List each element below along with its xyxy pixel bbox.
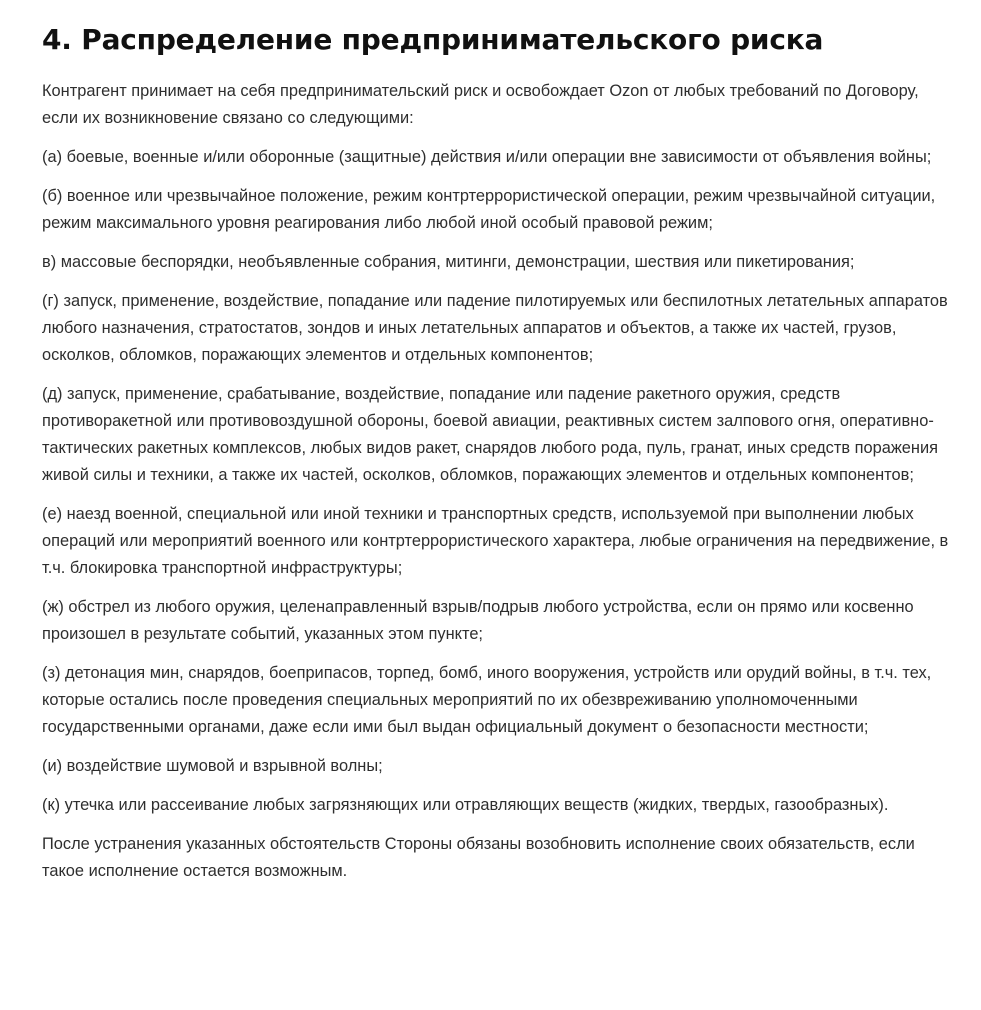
clause-g: (г) запуск, применение, воздействие, попадание или падение пилотируемых или беспилотных летательных аппаратов любого назначения, стратостатов, зондов и иных летательных аппаратов и объектов, а также их частей, грузов, осколков, обломков, поражающих элементов и отдельных компонентов; <box>42 292 948 364</box>
closing-paragraph: После устранения указанных обстоятельств Стороны обязаны возобновить исполнение своих обязательств, если такое исполнение остается возможным. <box>42 835 915 880</box>
section-title: 4. Распределение предпринимательского риска <box>42 23 824 56</box>
clause-k: (к) утечка или рассеивание любых загрязняющих или отравляющих веществ (жидких, твердых, газообразных). <box>42 796 889 814</box>
clause-a: (а) боевые, военные и/или оборонные (защитные) действия и/или операции вне зависимости от объявления войны; <box>42 148 932 166</box>
clause-v: в) массовые беспорядки, необъявленные собрания, митинги, демонстрации, шествия или пикетирования; <box>42 253 855 271</box>
clause-d: (д) запуск, применение, срабатывание, воздействие, попадание или падение ракетного оружия, средств противоракетной или противовоздушной обороны, боевой авиации, реактивных систем залпового огня, оперативно-тактических ракетных комплексов, любых видов ракет, снарядов любого рода, пуль, гранат, иных средств поражения живой силы и техники, а также их частей, осколков, обломков, поражающих элементов и отдельных компонентов; <box>42 385 938 484</box>
clause-z: (з) детонация мин, снарядов, боеприпасов, торпед, бомб, иного вооружения, устройств или орудий войны, в т.ч. тех, которые остались после проведения специальных мероприятий по их обезвреживанию уполномоченными государственными органами, даже если ими был выдан официальный документ о безопасности местности; <box>42 664 932 736</box>
clause-e: (е) наезд военной, специальной или иной техники и транспортных средств, используемой при выполнении любых операций или мероприятий военного или контртеррористического характера, любые ограничения на передвижение, в т.ч. блокировка транспортной инфраструктуры; <box>42 505 949 577</box>
intro-paragraph: Контрагент принимает на себя предпринимательский риск и освобождает Ozon от любых требований по Договору, если их возникновение связано со следующими: <box>42 82 919 127</box>
clause-zh: (ж) обстрел из любого оружия, целенаправленный взрыв/подрыв любого устройства, если он прямо или косвенно произошел в результате событий, указанных этом пункте; <box>42 598 914 643</box>
clause-b: (б) военное или чрезвычайное положение, режим контртеррористической операции, режим чрезвычайной ситуации, режим максимального уровня реагирования либо любой иной особый правовой режим; <box>42 187 936 232</box>
clause-i: (и) воздействие шумовой и взрывной волны; <box>42 757 383 775</box>
